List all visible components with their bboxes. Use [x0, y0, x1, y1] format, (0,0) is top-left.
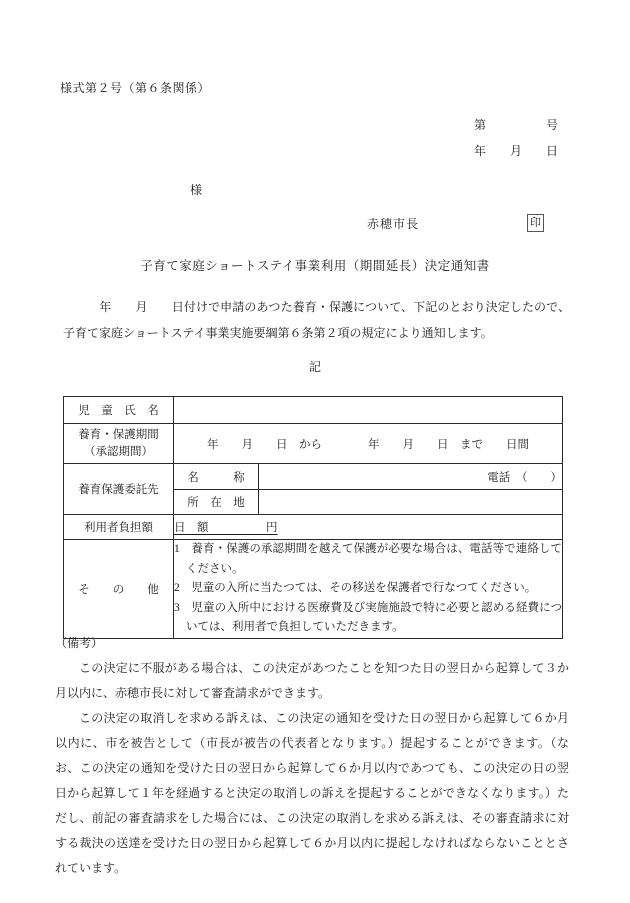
care-period-label — [64, 424, 174, 464]
table-row-facility-name — [64, 464, 563, 490]
table-row-user-charge — [64, 515, 563, 540]
remarks-paragraph-appeal: この決定に不服がある場合は、この決定があつたことを知つた日の翌日から起算して３か月以内に、赤穂市長に対して審査請求ができます。 — [55, 661, 569, 700]
document-number-line: 第 号 — [473, 118, 558, 132]
facility-name-label: 名 称 — [174, 464, 259, 490]
date-line: 年 月 日 — [473, 144, 558, 158]
other-notes — [174, 540, 563, 639]
addressee-honorific: 様 — [190, 183, 203, 197]
other-note-item: 1 養育・保護の承認期間を越えて保護が必要な場合は、電話等で連絡してください。 — [174, 543, 562, 575]
child-name-value — [174, 397, 563, 424]
facility-label: 養育保護委託先 — [64, 464, 174, 515]
sender-name: 赤穂市長 — [367, 217, 420, 231]
table-row-child-name — [64, 397, 563, 424]
care-period-label-line2: （承認期間） — [84, 445, 153, 458]
document-title: 子育て家庭ショートステイ事業利用（期間延長）決定通知書 — [140, 259, 490, 273]
remarks-section — [55, 631, 569, 881]
user-charge-label: 利用者負担額 — [64, 515, 174, 540]
remarks-heading: （備考） — [55, 636, 104, 650]
child-name-label: 児 童 氏 名 — [64, 397, 174, 424]
remarks-paragraph-lawsuit: この決定の取消しを求める訴えは、この決定の通知を受けた日の翌日から起算して６か月以内に、市を被告として（市長が被告の代表者となります。）提起することができます。（なお、この決定の通知を受けた日の翌日から起算して６か月以内であつても、この決定の日の翌日から起算して１年を経過すると決定の取消しの訴えを提起することができなくなります。）ただし、前記の審査請求をした場合には、この決定の取消しを求める訴えは、その審査請求に対する裁決の送達を受けた日の翌日から起算して６か月以内に提起しなければならないこととされています。 — [55, 711, 569, 875]
phone-field-label: 電話 （ ） — [487, 471, 562, 484]
daily-amount-field: 日 額 円 — [174, 522, 278, 534]
table-row-other — [64, 540, 563, 639]
table-row-care-period — [64, 424, 563, 464]
facility-address-value — [259, 490, 563, 515]
decision-details-table — [63, 396, 563, 639]
care-period-value: 年 月 日 から 年 月 日 まで 日間 — [174, 424, 563, 464]
other-note-item: 2 児童の入所に当たつては、その移送を保護者で行なつてください。 — [174, 582, 537, 594]
record-marker: 記 — [308, 360, 321, 374]
care-period-label-line1: 養育・保護期間 — [78, 428, 159, 441]
other-note-item: 3 児童の入所中における医療費及び実施施設で特に必要と認める経費については、利用者で負担していただきます。 — [174, 601, 562, 633]
user-charge-value — [174, 515, 563, 540]
body-paragraph: 年 月 日付けで申請のあつた養育・保護について、下記のとおり決定したので、子育て家庭ショートステイ事業実施要綱第６条第２項の規定により通知します。 — [63, 300, 570, 340]
facility-address-label: 所 在 地 — [174, 490, 259, 515]
document-number-block — [474, 112, 558, 164]
seal-box: 印 — [527, 214, 544, 232]
form-number: 様式第２号（第６条関係） — [60, 81, 211, 95]
facility-name-value — [259, 464, 563, 490]
other-label: そ の 他 — [64, 540, 174, 639]
